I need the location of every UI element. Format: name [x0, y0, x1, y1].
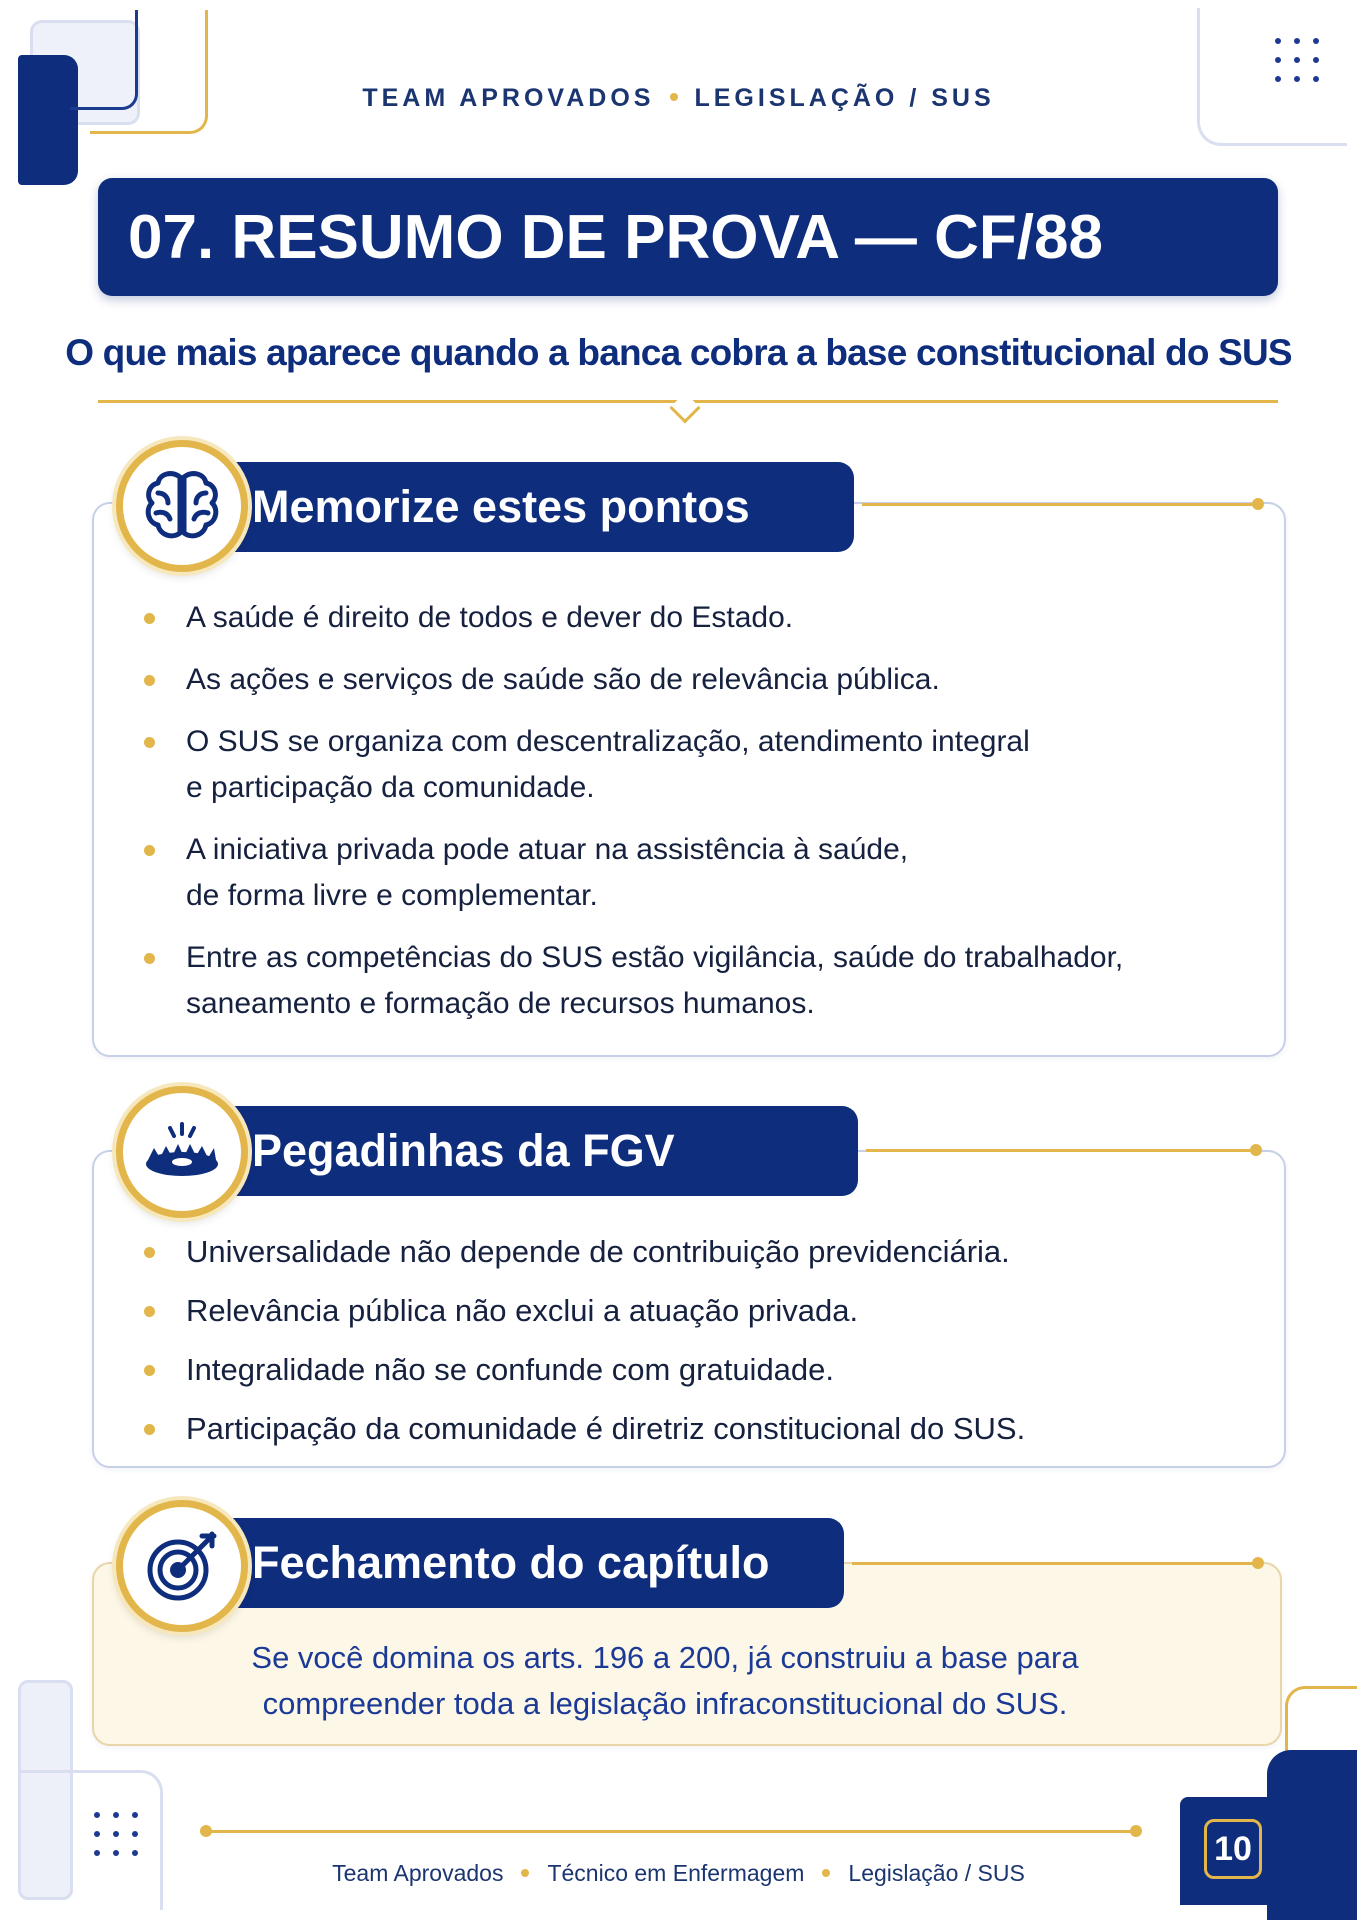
corner-decoration-block — [18, 55, 78, 185]
divider-notch — [669, 392, 700, 423]
title-banner — [98, 178, 1278, 296]
list-item: Participação da comunidade é diretriz constitucional do SUS. — [140, 1407, 1140, 1451]
corner-decoration-frame — [1197, 8, 1347, 146]
heading-connector — [866, 1149, 1252, 1152]
bear-trap-icon — [116, 1086, 248, 1218]
pegadinhas-heading: Pegadinhas da FGV — [200, 1106, 858, 1196]
list-item: A iniciativa privada pode atuar na assistência à saúde, de forma livre e complementar. — [140, 827, 1140, 919]
connector-dot — [1130, 1825, 1142, 1837]
dot-grid-icon — [94, 1812, 138, 1856]
closing-text: Se você domina os arts. 196 a 200, já construiu a base para compreender toda a legislação infraconstitucional do SUS. — [251, 1640, 1079, 1721]
footer-item: Legislação / SUS — [848, 1860, 1025, 1886]
list-item: Entre as competências do SUS estão vigilância, saúde do trabalhador, saneamento e formação de recursos humanos. — [140, 935, 1140, 1027]
section-name: LEGISLAÇÃO / SUS — [694, 84, 995, 112]
footer-divider — [205, 1830, 1140, 1833]
connector-dot — [1252, 498, 1264, 510]
corner-decoration-gold-line — [90, 10, 208, 134]
corner-decoration-frame — [18, 1770, 163, 1910]
memorize-list — [140, 595, 1140, 1043]
list-item: O SUS se organiza com descentralização, atendimento integral e participação da comunidade. — [140, 719, 1140, 811]
separator-dot — [521, 1869, 529, 1877]
footer-item: Team Aprovados — [332, 1860, 504, 1886]
pegadinhas-list — [140, 1230, 1140, 1466]
list-item: Integralidade não se confunde com gratuidade. — [140, 1348, 1140, 1392]
connector-dot — [1250, 1144, 1262, 1156]
page-number: 10 — [1204, 1819, 1262, 1879]
running-header — [0, 84, 1357, 113]
list-item: Universalidade não depende de contribuição previdenciária. — [140, 1230, 1140, 1274]
list-item: As ações e serviços de saúde são de relevância pública. — [140, 657, 1140, 703]
separator-dot — [670, 93, 678, 101]
fechamento-heading: Fechamento do capítulo — [200, 1518, 844, 1608]
running-footer — [0, 1860, 1357, 1887]
connector-dot — [200, 1825, 212, 1837]
separator-dot — [822, 1869, 830, 1877]
list-item: Relevância pública não exclui a atuação privada. — [140, 1289, 1140, 1333]
connector-dot — [1252, 1557, 1264, 1569]
heading-connector — [862, 503, 1254, 506]
memorize-heading: Memorize estes pontos — [200, 462, 854, 552]
dot-grid-icon — [1275, 38, 1319, 82]
page-title: 07. RESUMO DE PROVA — CF/88 — [128, 203, 1103, 272]
heading-connector — [852, 1562, 1254, 1565]
brain-icon — [116, 440, 248, 572]
footer-item: Técnico em Enfermagem — [547, 1860, 805, 1886]
list-item: A saúde é direito de todos e dever do Estado. — [140, 595, 1140, 641]
page-subtitle: O que mais aparece quando a banca cobra a base constitucional do SUS — [65, 332, 1292, 373]
target-arrow-icon — [116, 1500, 248, 1632]
page-number-box — [1180, 1797, 1282, 1905]
brand-name: TEAM APROVADOS — [362, 84, 655, 112]
